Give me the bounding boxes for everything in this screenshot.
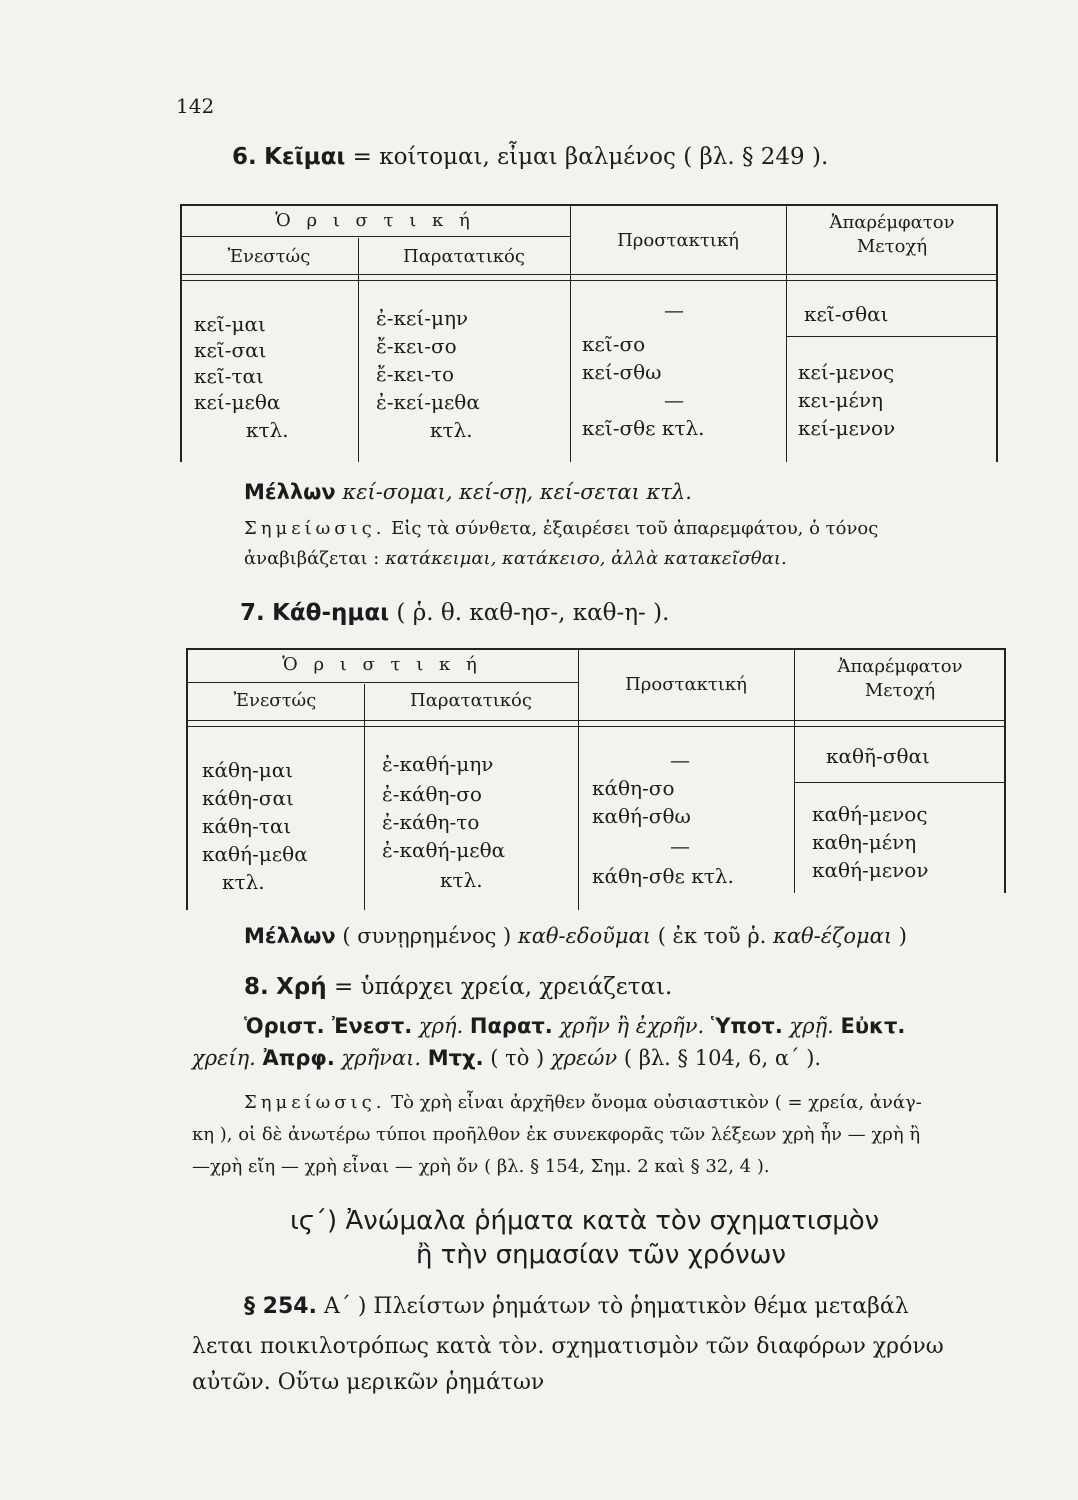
prostaktiki-form: κάθη-σθε κτλ. [592,864,734,888]
paratatikos-form: ἐ-κεί-μην [376,306,469,330]
note-examples: κατάκειμαι, κατάκεισο, ἀλλὰ κατακεῖσθαι. [385,548,787,569]
header-oristiki: Ὁ ρ ι σ τ ι κ ή [282,654,482,675]
section-8-heading [244,974,672,1000]
section-6-heading [232,144,828,170]
section-6-number: 6. [232,144,257,170]
aparemfaton-form: κεῖ-σθαι [804,302,889,326]
prostaktiki-form: κεί-σθω [582,360,662,384]
note-label: Σημείωσις. [244,1092,386,1113]
prostaktiki-form: καθή-σθω [592,804,691,828]
section-8-note-line3: —χρὴ εἴη — χρὴ εἶναι — χρὴ ὄν ( βλ. § 154, Σημ. 2 καὶ § 32, 4 ). [192,1156,770,1177]
enestos-form: κάθη-σαι [202,786,294,810]
note-text: Εἰς τὰ σύνθετα, ἐξαιρέσει τοῦ ἀπαρεμφάτου, ὁ τόνος ἀναβιβάζεται : [244,518,879,569]
section-8-verb: Χρή [276,974,327,1000]
enestos-form: κεῖ-ται [194,364,264,388]
section-8-definition: = ὑπάρχει χρεία, χρειάζεται. [333,974,673,1000]
section-7-definition: ( ῥ. θ. καθ-ησ-, καθ-η- ). [396,600,670,626]
mellon-form: καθ-εδοῦμαι [517,924,651,948]
metochi-form: καθή-μενον [812,858,929,882]
paragraph-text: Α΄ ) Πλείστων ῥημάτων τὸ ῥηματικὸν θέμα μεταβάλ [323,1294,909,1319]
enestos-form: κεῖ-σαι [194,338,267,362]
prostaktiki-form: κεῖ-σο [582,332,646,356]
header-aparemfaton: Ἀπαρέμφατον [829,212,955,233]
prostaktiki-form: — [664,298,684,322]
header-paratatikos: Παρατατικός [410,690,532,711]
metochi-form: καθή-μενος [812,802,928,826]
page-number: 142 [176,94,215,118]
header-enestos: Ἐνεστώς [227,246,311,267]
section-title-line1: ιϛ΄) Ἀνώμαλα ῥήματα κατὰ τὸν σχηματισμὸν [290,1206,880,1236]
section-7-mellon [244,924,907,948]
enestos-form: κτλ. [222,870,265,894]
orist-form: χρή. [418,1014,464,1038]
prostaktiki-form: κάθη-σο [592,776,675,800]
ypot-form: χρῇ. [789,1014,834,1038]
prostaktiki-form: — [664,388,684,412]
section-7-verb: Κάθ-ημαι [272,600,390,626]
section-6-note [244,514,1004,574]
paratatikos-form: κτλ. [430,418,473,442]
section-8-forms-line1 [244,1014,905,1038]
header-metochi: Μετοχή [856,236,928,257]
section-8-number: 8. [244,974,269,1000]
section-8-note-line2: κη ), οἱ δὲ ἀνωτέρω τύποι προῆλθον ἐκ συνεκφορᾶς τῶν λέξεων χρὴ ἦν — χρὴ ἢ [192,1124,921,1145]
paratatikos-form: ἔ-κει-το [376,362,455,386]
section-7-heading [240,600,669,626]
paratatikos-form: ἔ-κει-σο [376,334,457,358]
mtx-form-pre: ( τὸ ) [490,1046,545,1070]
prostaktiki-form: κεῖ-σθε κτλ. [582,416,705,440]
section-8-forms-line2 [192,1046,821,1070]
table-kathemai [186,648,1008,910]
metochi-form: κεί-μενον [798,416,896,440]
mellon-label: Μέλλων [244,924,336,948]
mellon-close: ) [898,924,907,948]
header-prostaktiki: Προστακτική [625,674,747,695]
paragraph-254-line3: αὐτῶν. Οὕτω μερικῶν ῥημάτων [192,1370,545,1395]
ypot-label: Ὑποτ. [710,1014,783,1038]
mellon-source-form: καθ-έζομαι [773,924,893,948]
paratatikos-form: ἐ-κάθη-το [382,810,480,834]
mellon-forms: κεί-σομαι, κεί-σῃ, κεί-σεται κτλ. [342,480,692,504]
mtx-ref: ( βλ. § 104, 6, α΄ ). [623,1046,822,1070]
header-metochi: Μετοχή [864,680,936,701]
enestos-form: καθή-μεθα [202,842,308,866]
parat-label: Παρατ. [469,1014,553,1038]
enestos-form: κεί-μεθα [194,390,281,414]
aprf-form: χρῆναι. [341,1046,422,1070]
header-aparemfaton: Ἀπαρέμφατον [837,656,963,677]
metochi-form: κεί-μενος [798,360,895,384]
note-text: Τὸ χρὴ εἶναι ἀρχῆθεν ὄνομα οὐσιαστικὸν ( = χρεία, ἀνάγ- [391,1092,922,1113]
section-6-definition: = κοίτομαι, εἶμαι βαλμένος ( βλ. § 249 ). [352,144,829,170]
mellon-text: ( συνῃρημένος ) [342,924,512,948]
paratatikos-form: ἐ-κάθη-σο [382,782,482,806]
paragraph-number: § 254. [244,1294,317,1319]
aprf-label: Ἀπρφ. [262,1046,335,1070]
enestos-form: κεῖ-μαι [194,312,266,336]
section-8-note-line1 [244,1088,1014,1118]
prostaktiki-form: — [670,834,690,858]
paratatikos-form: ἐ-καθή-μην [382,752,494,776]
aparemfaton-form: καθῆ-σθαι [826,744,930,768]
section-6-mellon [244,480,692,504]
note-label: Σημείωσις. [244,518,386,539]
orist-label: Ὁριστ. Ἐνεστ. [244,1014,413,1038]
mellon-source: ( ἐκ τοῦ ῥ. [657,924,767,948]
eukt-label: Εὐκτ. [840,1014,906,1038]
header-enestos: Ἐνεστώς [233,690,317,711]
mtx-label: Μτχ. [427,1046,484,1070]
paratatikos-form: κτλ. [440,868,483,892]
paragraph-254-line2: λεται ποικιλοτρόπως κατὰ τὸν. σχηματισμὸν τῶν διαφόρων χρόνω [192,1334,944,1359]
enestos-form: κάθη-ται [202,814,292,838]
enestos-form: κτλ. [246,418,289,442]
eukt-form: χρείη. [192,1046,256,1070]
header-oristiki: Ὁ ρ ι σ τ ι κ ή [275,210,475,231]
mellon-label: Μέλλων [244,480,336,504]
metochi-form: κει-μένη [798,388,883,412]
table-keimai [180,204,1000,462]
header-paratatikos: Παρατατικός [403,246,525,267]
header-prostaktiki: Προστακτική [617,230,739,251]
paragraph-254-line1 [244,1294,909,1319]
paratatikos-form: ἐ-κεί-μεθα [376,390,480,414]
paratatikos-form: ἐ-καθή-μεθα [382,838,506,862]
section-6-verb: Κεῖμαι [264,144,346,170]
metochi-form: καθη-μένη [812,830,917,854]
prostaktiki-form: — [670,748,690,772]
parat-form: χρῆν ἢ ἐχρῆν. [559,1014,705,1038]
enestos-form: κάθη-μαι [202,758,294,782]
section-title-line2: ἢ τὴν σημασίαν τῶν χρόνων [416,1240,786,1270]
mtx-form: χρεών [550,1046,618,1070]
section-7-number: 7. [240,600,265,626]
